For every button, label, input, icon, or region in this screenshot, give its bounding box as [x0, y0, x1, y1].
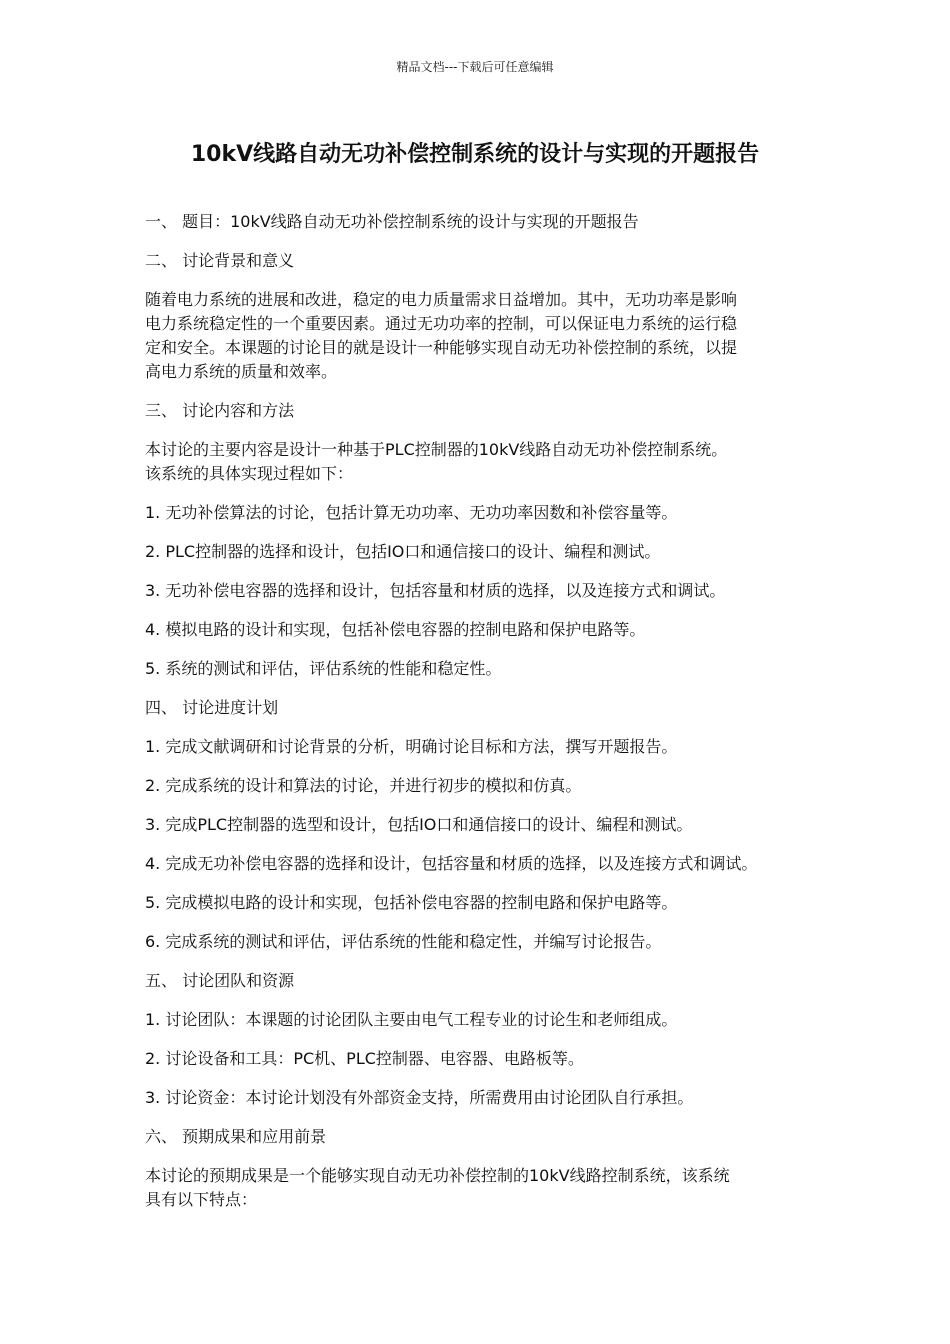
document-title: 10kV线路自动无功补偿控制系统的设计与实现的开题报告: [190, 142, 760, 167]
list-item: 1. 完成文献调研和讨论背景的分析，明确讨论目标和方法，撰写开题报告。: [145, 737, 678, 756]
section-heading: 三、 讨论内容和方法: [145, 401, 295, 420]
list-item: 2. 完成系统的设计和算法的讨论，并进行初步的模拟和仿真。: [145, 776, 582, 795]
list-item: 6. 完成系统的测试和评估，评估系统的性能和稳定性，并编写讨论报告。: [145, 932, 662, 951]
paragraph-line: 该系统的具体实现过程如下：: [145, 464, 354, 483]
list-item: 3. 讨论资金：本讨论计划没有外部资金支持，所需费用由讨论团队自行承担。: [145, 1088, 694, 1107]
paragraph-line: 随着电力系统的进展和改进，稳定的电力质量需求日益增加。其中，无功功率是影响: [145, 290, 738, 309]
section-heading: 二、 讨论背景和意义: [145, 251, 295, 270]
list-item: 4. 模拟电路的设计和实现，包括补偿电容器的控制电路和保护电路等。: [145, 620, 646, 639]
paragraph-line: 定和安全。本课题的讨论目的就是设计一种能够实现自动无功补偿控制的系统，以提: [145, 338, 738, 357]
paragraph-line: 电力系统稳定性的一个重要因素。通过无功功率的控制，可以保证电力系统的运行稳: [145, 314, 738, 333]
section-heading: 一、 题目：10kV线路自动无功补偿控制系统的设计与实现的开题报告: [145, 212, 639, 231]
list-item: 1. 讨论团队：本课题的讨论团队主要由电气工程专业的讨论生和老师组成。: [145, 1010, 678, 1029]
paragraph-line: 具有以下特点：: [145, 1190, 258, 1209]
section-heading: 五、 讨论团队和资源: [145, 971, 295, 990]
paragraph-line: 高电力系统的质量和效率。: [145, 362, 338, 381]
list-item: 3. 无功补偿电容器的选择和设计，包括容量和材质的选择，以及连接方式和调试。: [145, 581, 726, 600]
list-item: 5. 完成模拟电路的设计和实现，包括补偿电容器的控制电路和保护电路等。: [145, 893, 678, 912]
list-item: 3. 完成PLC控制器的选型和设计，包括IO口和通信接口的设计、编程和测试。: [145, 815, 693, 834]
body-paragraph: [145, 438, 795, 486]
paragraph-line: 本讨论的预期成果是一个能够实现自动无功补偿控制的10kV线路控制系统，该系统: [145, 1166, 730, 1185]
document-body: [145, 210, 815, 1227]
list-item: 1. 无功补偿算法的讨论，包括计算无功功率、无功功率因数和补偿容量等。: [145, 503, 678, 522]
section-heading: 四、 讨论进度计划: [145, 698, 279, 717]
page-header: 精品文档---下载后可任意编辑: [396, 60, 554, 74]
list-item: 4. 完成无功补偿电容器的选择和设计，包括容量和材质的选择，以及连接方式和调试。: [145, 854, 758, 873]
body-paragraph: [145, 1164, 795, 1212]
list-item: 2. PLC控制器的选择和设计，包括IO口和通信接口的设计、编程和测试。: [145, 542, 661, 561]
paragraph-line: 本讨论的主要内容是设计一种基于PLC控制器的10kV线路自动无功补偿控制系统。: [145, 440, 728, 459]
list-item: 2. 讨论设备和工具：PC机、PLC控制器、电容器、电路板等。: [145, 1049, 584, 1068]
section-heading: 六、 预期成果和应用前景: [145, 1127, 327, 1146]
list-item: 5. 系统的测试和评估，评估系统的性能和稳定性。: [145, 659, 502, 678]
body-paragraph: [145, 288, 795, 384]
